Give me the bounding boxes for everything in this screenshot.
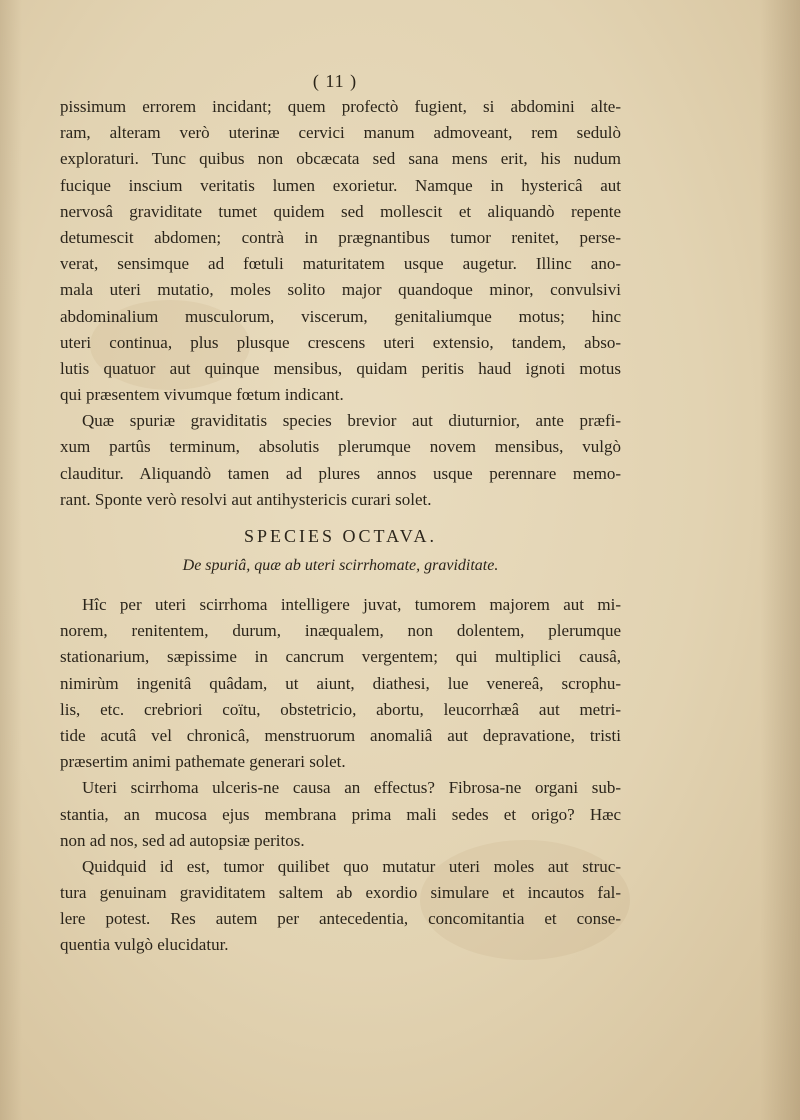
text-line: qui præsentem vivumque fœtum indicant.	[60, 385, 344, 405]
text-line: fucique inscium veritatis lumen exorietur. Namque in hystericâ aut	[60, 175, 621, 195]
text-line: Quidquid id est, tumor quilibet quo mutatur uteri moles aut struc-	[82, 856, 621, 876]
text-line: non ad nos, sed ad autopsiæ peritos.	[60, 830, 305, 850]
page-number: ( 11 )	[312, 71, 358, 91]
text-line: Quæ spuriæ graviditatis species brevior aut diuturnior, ante præfi-	[82, 411, 621, 431]
text-line: tura genuinam graviditatem saltem ab exordio simulare et incautos fal-	[60, 883, 621, 903]
text-line: pissimum errorem incidant; quem profectò fugient, si abdomini alte-	[60, 97, 621, 116]
text-line: Uteri scirrhoma ulceris-ne causa an effectus? Fibrosa-ne organi sub-	[82, 778, 621, 798]
page-edge-shadow	[760, 0, 800, 1120]
body-text-upper	[60, 94, 621, 513]
text-line: rant. Sponte verò resolvi aut antihystericis curari solet.	[60, 489, 432, 509]
text-line: stantia, an mucosa ejus membrana prima mali sedes et origo? Hæc	[60, 804, 621, 824]
text-line: abdominalium musculorum, viscerum, genitaliumque motus; hinc	[60, 306, 621, 326]
text-line: norem, renitentem, durum, inæqualem, non dolentem, plerumque	[60, 621, 621, 641]
text-line: Hîc per uteri scirrhoma intelligere juvat, tumorem majorem aut mi-	[82, 595, 621, 614]
text-line: clauditur. Aliquandò tamen ad plures annos usque perennare memo-	[60, 463, 621, 483]
text-line: lere potest. Res autem per antecedentia, concomitantia et conse-	[60, 909, 621, 929]
text-line: xum partûs terminum, absolutis plerumque novem mensibus, vulgò	[60, 437, 621, 457]
text-line: nervosâ graviditate tumet quidem sed mollescit et aliquandò repente	[60, 201, 621, 221]
text-line: stationarium, sæpissime in cancrum vergentem; qui multiplici causâ,	[60, 647, 621, 667]
text-line: ram, alteram verò uterinæ cervici manum admoveant, rem sedulò	[60, 123, 621, 143]
text-line: lutis quatuor aut quinque mensibus, quidam peritis haud ignoti motus	[60, 358, 621, 378]
text-line: detumescit abdomen; contrà in prægnantibus tumor renitet, perse-	[60, 227, 621, 247]
text-line: uteri continua, plus plusque crescens uteri extensio, tandem, abso-	[60, 332, 621, 352]
text-line: verat, sensimque ad fœtuli maturitatem usque augetur. Illinc ano-	[60, 254, 621, 274]
section-heading: SPECIES OCTAVA.	[244, 526, 437, 546]
page-edge-shadow-left	[0, 0, 22, 1120]
text-line: præsertim animi pathemate generari solet.	[60, 752, 346, 772]
text-line: quentia vulgò elucidatur.	[60, 935, 229, 955]
text-line: nimirùm ingenitâ quâdam, ut aiunt, diathesi, lue venereâ, scrophu-	[60, 673, 621, 693]
body-text-lower	[60, 592, 621, 959]
text-line: exploraturi. Tunc quibus non obcæcata sed sana mens erit, his nudum	[60, 149, 621, 169]
text-line: tide acutâ vel chronicâ, menstruorum anomaliâ aut depravatione, tristi	[60, 725, 621, 745]
text-line: mala uteri mutatio, moles solito major quandoque minor, convulsivi	[60, 280, 621, 300]
text-line: lis, etc. crebriori coïtu, obstetricio, abortu, leucorrhæâ aut metri-	[60, 699, 621, 719]
section-subtitle: De spuriâ, quæ ab uteri scirrhomate, graviditate.	[182, 557, 499, 574]
